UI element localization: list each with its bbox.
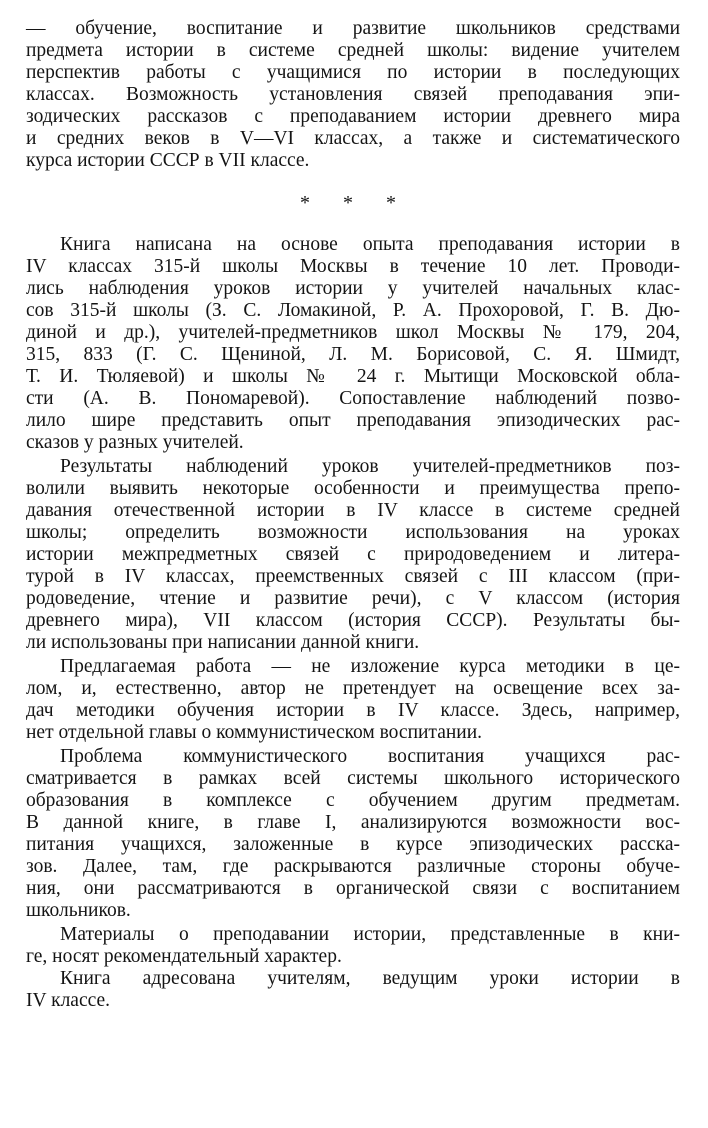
text-line: родоведение, чтение и развитие речи), с V классом (история	[26, 588, 680, 609]
text-line: лило шире представить опыт преподавания эпизодических рас-	[26, 410, 680, 431]
text-line: курса истории СССР в VII классе.	[26, 150, 310, 171]
text-line: Материалы о преподавании истории, представленные в кни-	[60, 924, 680, 945]
text-line: нет отдельной главы о коммунистическом воспитании.	[26, 722, 483, 743]
text-line: ге, носят рекомендательный характер.	[26, 946, 342, 967]
text-line: предмета истории в системе средней школы: видение учителем	[26, 40, 680, 61]
text-line: Книга адресована учителям, ведущим уроки истории в	[60, 968, 680, 989]
text-line: Результаты наблюдений уроков учителей-предметников поз-	[60, 456, 680, 477]
section-separator: * * *	[300, 192, 410, 214]
text-line: Предлагаемая работа — не изложение курса методики в це-	[60, 656, 680, 677]
text-line: ли использованы при написании данной книги.	[26, 632, 420, 653]
text-line: сти (А. В. Пономаревой). Сопоставление наблюдений позво-	[26, 388, 680, 409]
text-line: В данной книге, в главе I, анализируются возможности вос-	[26, 812, 680, 833]
text-line: лом, и, естественно, автор не претендует на освещение всех за-	[26, 678, 680, 699]
text-line: Проблема коммунистического воспитания учащихся рас-	[60, 746, 680, 767]
text-line: турой в IV классах, преемственных связей с III классом (при-	[26, 566, 680, 587]
text-line: и средних веков в V—VI классах, а также и систематического	[26, 128, 680, 149]
text-line: лись наблюдения уроков истории у учителей начальных клас-	[26, 278, 680, 299]
text-line: школьников.	[26, 900, 131, 921]
text-line: дач методики обучения истории в IV классе. Здесь, например,	[26, 700, 680, 721]
text-line: волили выявить некоторые особенности и преимущества препо-	[26, 478, 680, 499]
text-line: зов. Далее, там, где раскрываются различные стороны обуче-	[26, 856, 680, 877]
text-line: 315, 833 (Г. С. Щениной, Л. М. Борисовой, С. Я. Шмидт,	[26, 344, 680, 365]
text-line: школы; определить возможности использования на уроках	[26, 522, 680, 543]
text-line: ния, они рассматриваются в органической связи с воспитанием	[26, 878, 680, 899]
text-line: IV классах 315-й школы Москвы в течение 10 лет. Проводи-	[26, 256, 680, 277]
text-line: диной и др.), учителей-предметников школ Москвы № 179, 204,	[26, 322, 680, 343]
text-line: древнего мира), VII классом (история СССР). Результаты бы-	[26, 610, 680, 631]
text-line: перспектив работы с учащимися по истории в последующих	[26, 62, 680, 83]
text-line: истории межпредметных связей с природоведением и литера-	[26, 544, 680, 565]
text-line: IV классе.	[26, 990, 111, 1011]
text-line: сматривается в рамках всей системы школьного исторического	[26, 768, 680, 789]
text-line: Книга написана на основе опыта преподавания истории в	[60, 234, 680, 255]
text-line: Т. И. Тюляевой) и школы № 24 г. Мытищи Московской обла-	[26, 366, 680, 387]
text-line: образования в комплексе с обучением другим предметам.	[26, 790, 680, 811]
text-line: давания отечественной истории в IV классе в системе средней	[26, 500, 680, 521]
text-line: питания учащихся, заложенные в курсе эпизодических расска-	[26, 834, 680, 855]
text-line: сказов у разных учителей.	[26, 432, 244, 453]
text-line: зодических рассказов с преподаванием истории древнего мира	[26, 106, 680, 127]
text-line: сов 315-й школы (З. С. Ломакиной, Р. А. Прохоровой, Г. В. Дю-	[26, 300, 680, 321]
text-line: — обучение, воспитание и развитие школьников средствами	[26, 18, 680, 39]
text-line: классах. Возможность установления связей преподавания эпи-	[26, 84, 680, 105]
